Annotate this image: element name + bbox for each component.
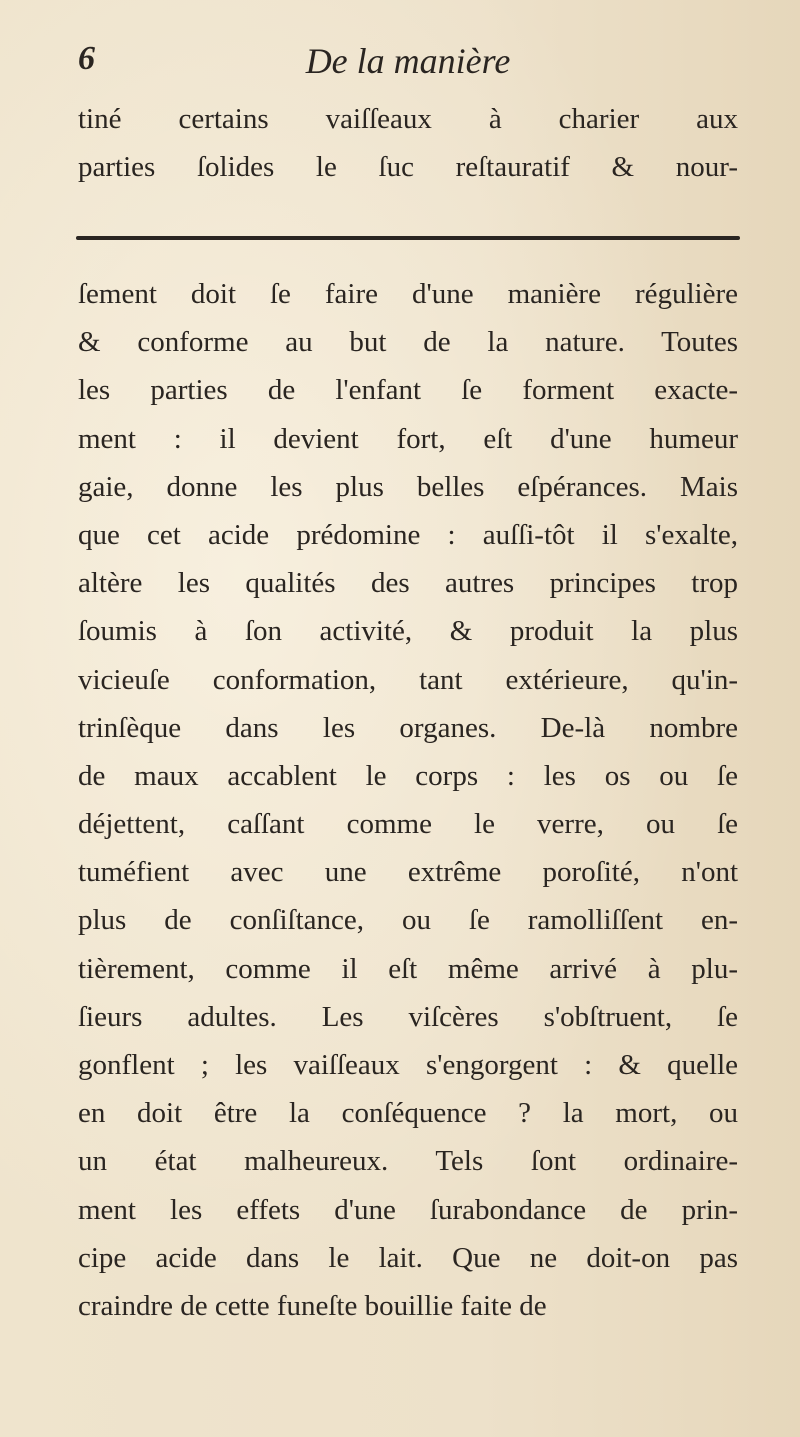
- text-line: ſoumis à ſon activité, & produit la plus: [78, 615, 738, 648]
- text-line: tuméfient avec une extrême poroſité, n'ont: [78, 856, 738, 889]
- text-line: altère les qualités des autres principes trop: [78, 567, 738, 600]
- text-line: tiné certains vaiſſeaux à charier aux: [78, 103, 738, 135]
- text-line: parties ſolides le ſuc reſtauratif & nour-: [78, 151, 738, 184]
- text-line: un état malheureux. Tels ſont ordinaire-: [78, 1145, 738, 1178]
- text-block-upper: [78, 95, 738, 191]
- text-line: gaie, donne les plus belles eſpérances. Mais: [78, 470, 738, 503]
- text-line: de maux accablent le corps : les os ou ſe: [78, 759, 738, 792]
- text-line: trinſèque dans les organes. De-là nombre: [78, 711, 738, 744]
- text-block-main: [78, 270, 738, 1330]
- text-line: ſieurs adultes. Les viſcères s'obſtruent, ſe: [78, 1000, 738, 1033]
- text-line: que cet acide prédomine : auſſi-tôt il s'exalte,: [78, 518, 738, 551]
- text-line: ment les effets d'une ſurabondance de prin-: [78, 1193, 738, 1226]
- text-line: tièrement, comme il eſt même arrivé à plu-: [78, 952, 738, 985]
- text-line: craindre de cette funeſte bouillie faite de: [78, 1289, 547, 1322]
- text-line: en doit être la conſéquence ? la mort, ou: [78, 1097, 738, 1130]
- text-line: gonflent ; les vaiſſeaux s'engorgent : & quelle: [78, 1049, 738, 1081]
- text-line: vicieuſe conformation, tant extérieure, qu'in-: [78, 663, 738, 696]
- text-line: plus de conſiſtance, ou ſe ramolliſſent en-: [78, 904, 738, 937]
- text-line: les parties de l'enfant ſe forment exacte-: [78, 374, 738, 407]
- text-line: & conforme au but de la nature. Toutes: [78, 326, 738, 359]
- text-line: ment : il devient fort, eſt d'une humeur: [78, 422, 738, 455]
- text-line: déjettent, caſſant comme le verre, ou ſe: [78, 808, 738, 841]
- page-number: 6: [78, 40, 95, 77]
- text-line: cipe acide dans le lait. Que ne doit-on pas: [78, 1241, 738, 1274]
- running-title: De la manière: [305, 41, 511, 81]
- horizontal-rule: [76, 236, 740, 240]
- text-line: ſement doit ſe faire d'une manière régulière: [78, 278, 738, 310]
- page-header: [78, 40, 738, 90]
